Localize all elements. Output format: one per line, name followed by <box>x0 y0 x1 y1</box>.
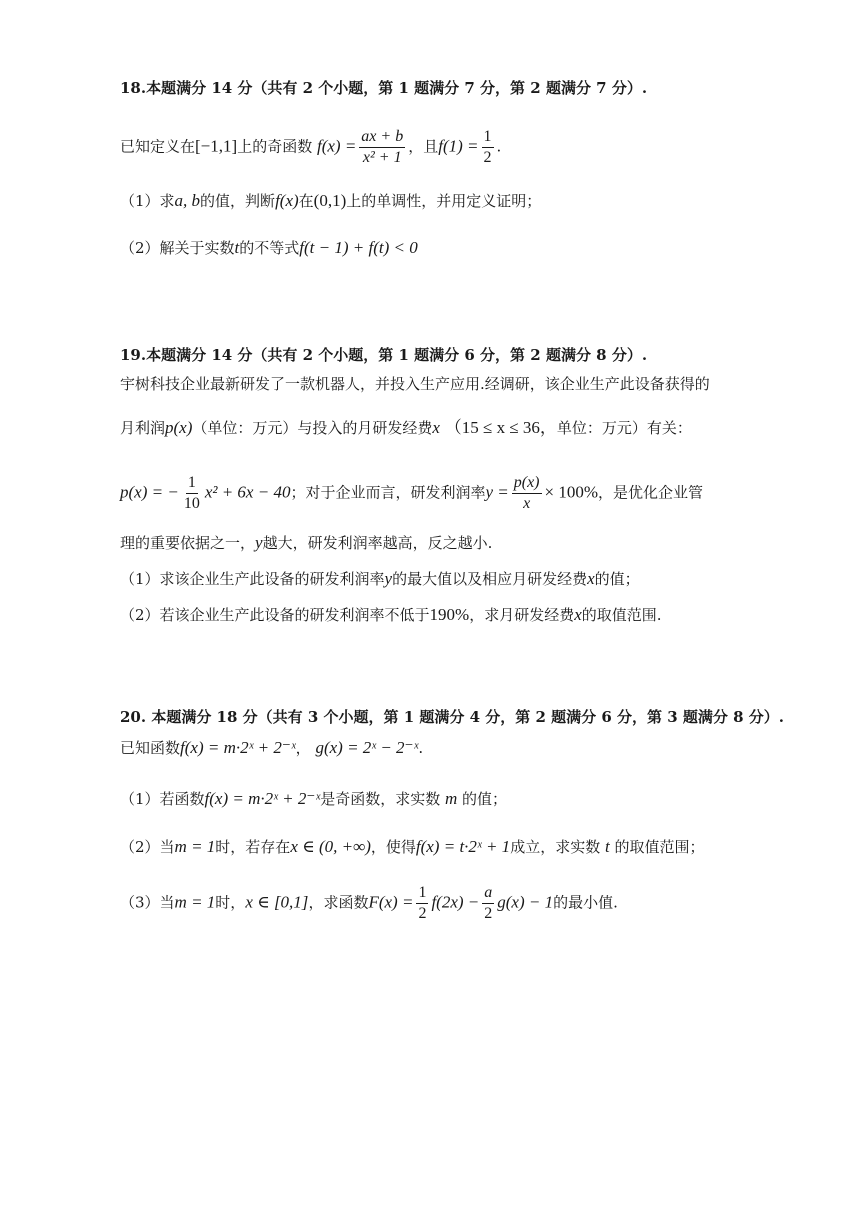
q18-half: $\frac{1}{2}$ <box>483 128 492 166</box>
q20-part2: （2）当m = 1时，若存在x ∈ (0, +∞)，使得f(x) = t·2ˣ + 1成立，求实数 t 的取值范围； <box>120 837 705 856</box>
q19-part2: （2）若该企业生产此设备的研发利润率不低于190%，求月研发经费x的取值范围. <box>120 605 662 624</box>
q19-profit-equation: p(x) = − $\frac{1}{10}$ x² + 6x − 40；对于企业而言，研发利润率y = $\frac{p(x)}{x}$ × 100%，是优化企业管 <box>120 474 704 512</box>
q20-stem: 已知函数f(x) = m·2ˣ + 2⁻ˣ， g(x) = 2ˣ − 2⁻ˣ. <box>120 738 424 757</box>
q19-line1: 宇树科技企业最新研发了一款机器人，并投入生产应用.经调研，该企业生产此设备获得的 <box>120 375 710 393</box>
q20-part1: （1）若函数f(x) = m·2ˣ + 2⁻ˣ是奇函数，求实数 m 的值； <box>120 789 508 808</box>
q19-line2: 月利润p(x)（单位：万元）与投入的月研发经费x （15 ≤ x ≤ 36，单位：万元）有关： <box>120 418 692 437</box>
q18-part1: （1）求a, b的值，判断f(x)在(0,1)上的单调性，并用定义证明； <box>120 191 542 210</box>
q20-part3: （3）当m = 1时，x ∈ [0,1]，求函数F(x) = $\frac{1}{2}$ f(2x) − $\frac{a}{2}$ g(x) − 1的最小值. <box>120 884 618 922</box>
q20-a-half-fraction: $\frac{a}{2}$ <box>484 884 493 922</box>
q19-line4: 理的重要依据之一，y越大，研发利润率越高，反之越小. <box>120 533 493 552</box>
q19-part1: （1）求该企业生产此设备的研发利润率y的最大值以及相应月研发经费x的值； <box>120 569 640 588</box>
q20-half-fraction: $\frac{1}{2}$ <box>418 884 427 922</box>
q18-stem: 已知定义在[−1,1]上的奇函数 f(x) = $\frac{ax + b}{\text{x² + 1}}$ ，且f(1) = $\frac{1}{2}$ . <box>120 128 502 166</box>
q19-rate-fraction: $\frac{p(x)}{x}$ <box>513 474 540 512</box>
q19-coef-fraction: $\frac{1}{10}$ <box>183 474 200 512</box>
q19-header: 19.本题满分 14 分（共有 2 个小题，第 1 题满分 6 分，第 2 题满分 8 分）. <box>120 346 648 364</box>
q18-part2: （2）解关于实数t的不等式f(t − 1) + f(t) < 0 <box>120 238 418 257</box>
q20-header: 20. 本题满分 18 分（共有 3 个小题，第 1 题满分 4 分，第 2 题满分 6 分，第 3 题满分 8 分）. <box>120 708 785 726</box>
q18-header: 18.本题满分 14 分（共有 2 个小题，第 1 题满分 7 分，第 2 题满分 7 分）. <box>120 79 648 97</box>
q18-fraction: $\frac{ax + b}{\text{x² + 1}}$ <box>361 128 404 166</box>
